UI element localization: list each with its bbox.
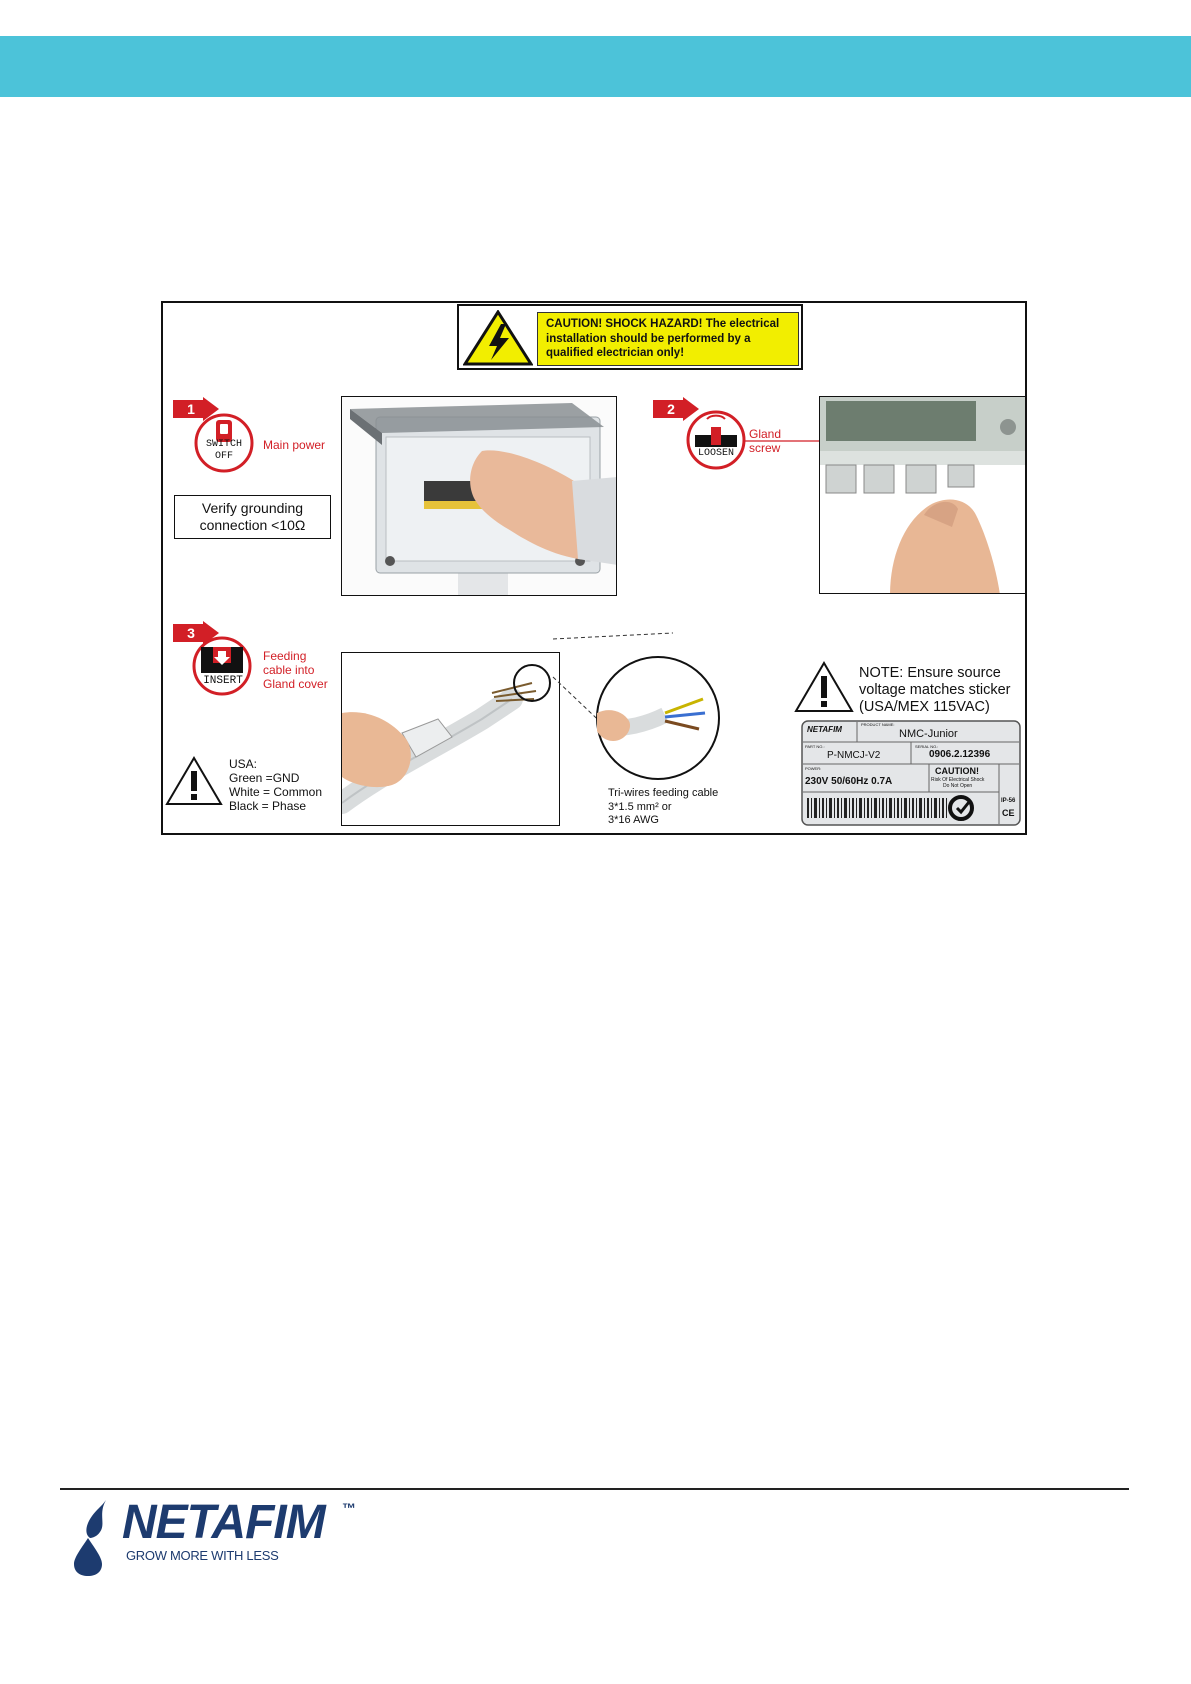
sticker-part-no-label: PART NO.: (805, 744, 825, 749)
cable-line-1: Tri-wires feeding cable (608, 787, 719, 799)
usa-line-3: White = Common (229, 785, 323, 799)
note-line-2: voltage matches sticker (859, 682, 1011, 698)
wires-zoom-circle (595, 655, 721, 781)
sticker-caution: CAUTION! (935, 766, 979, 776)
off-label: OFF (214, 451, 233, 462)
sticker-power-label: POWER: (805, 766, 822, 771)
breaker-box-illustration (342, 397, 617, 596)
loosen-icon (685, 409, 747, 471)
caution-banner (457, 304, 803, 370)
usa-line-4: Black = Phase (229, 799, 307, 813)
insert-icon-text: INSERT (203, 675, 243, 687)
grounding-note (174, 495, 331, 539)
cable-illustration (342, 653, 560, 826)
sticker-part-no: P-NMCJ-V2 (827, 750, 881, 761)
netafim-logo (72, 1498, 372, 1578)
trademark-symbol: ™ (342, 1500, 356, 1516)
sticker-ip-rating: IP-56 (1001, 798, 1016, 804)
usa-line-2: Green =GND (229, 771, 300, 785)
warning-triangle-icon (164, 755, 224, 807)
sticker-product-name: NMC-Junior (899, 728, 958, 740)
sticker-caution-sub-1: Risk Of Electrical Shock (931, 777, 985, 783)
switch-off-icon-text (201, 439, 247, 463)
feeding-label-line-1: Feeding (263, 649, 307, 663)
netafim-tagline: GROW MORE WITH LESS (126, 1548, 279, 1563)
insert-icon (191, 635, 253, 697)
feeding-label-line-3: Gland cover (263, 677, 328, 691)
switch-label: SWITCH (205, 439, 242, 450)
feeding-label-line-2: cable into (263, 663, 315, 677)
gland-photo (819, 396, 1026, 594)
water-drop-icon (72, 1498, 108, 1576)
warning-triangle-icon (793, 660, 855, 714)
sticker-ce-mark: CE (1002, 808, 1015, 818)
sticker-serial: 0906.2.12396 (929, 749, 991, 760)
cable-photo (341, 652, 560, 826)
screw-label: screw (749, 441, 781, 455)
sticker-brand: NETAFIM (807, 725, 842, 734)
footer-rule (60, 1488, 1129, 1490)
product-sticker (801, 720, 1021, 826)
cable-line-2: 3*1.5 mm² or (608, 800, 672, 813)
sticker-serial-label: SERIAL NO.: (915, 744, 939, 749)
usa-wiring-note (229, 757, 322, 813)
usa-line-1: USA: (229, 757, 258, 771)
step-1-number: 1 (187, 401, 195, 417)
step-3-number: 3 (187, 625, 195, 641)
main-power-label: Main power (263, 438, 326, 452)
installation-figure (161, 301, 1027, 835)
loosen-icon-text: LOOSEN (697, 448, 734, 459)
step-2-number: 2 (667, 401, 675, 417)
netafim-wordmark: NETAFIM (122, 1496, 325, 1549)
breaker-box-photo (341, 396, 617, 596)
gland-label: Gland (749, 427, 782, 441)
shock-hazard-icon (463, 310, 533, 366)
note-line-3: (USA/MEX 115VAC) (859, 699, 990, 715)
caution-text: CAUTION! SHOCK HAZARD! The electrical installation should be performed by a qualified electrician only! (537, 312, 799, 366)
sticker-power: 230V 50/60Hz 0.7A (805, 776, 893, 787)
sticker-product-name-label: PRODUCT NAME: (861, 722, 895, 727)
voltage-note (859, 665, 1011, 716)
header-band (0, 36, 1191, 97)
gland-illustration (820, 397, 1026, 594)
cable-spec-note (608, 787, 718, 828)
grounding-line-1: Verify grounding (201, 500, 304, 516)
sticker-caution-sub-2: Do Not Open (943, 783, 973, 789)
note-line-1: NOTE: Ensure source (859, 665, 1001, 681)
grounding-line-2: connection <10Ω (199, 517, 306, 533)
cable-line-3: 3*16 AWG (608, 814, 659, 826)
feeding-cable-label (263, 649, 328, 691)
